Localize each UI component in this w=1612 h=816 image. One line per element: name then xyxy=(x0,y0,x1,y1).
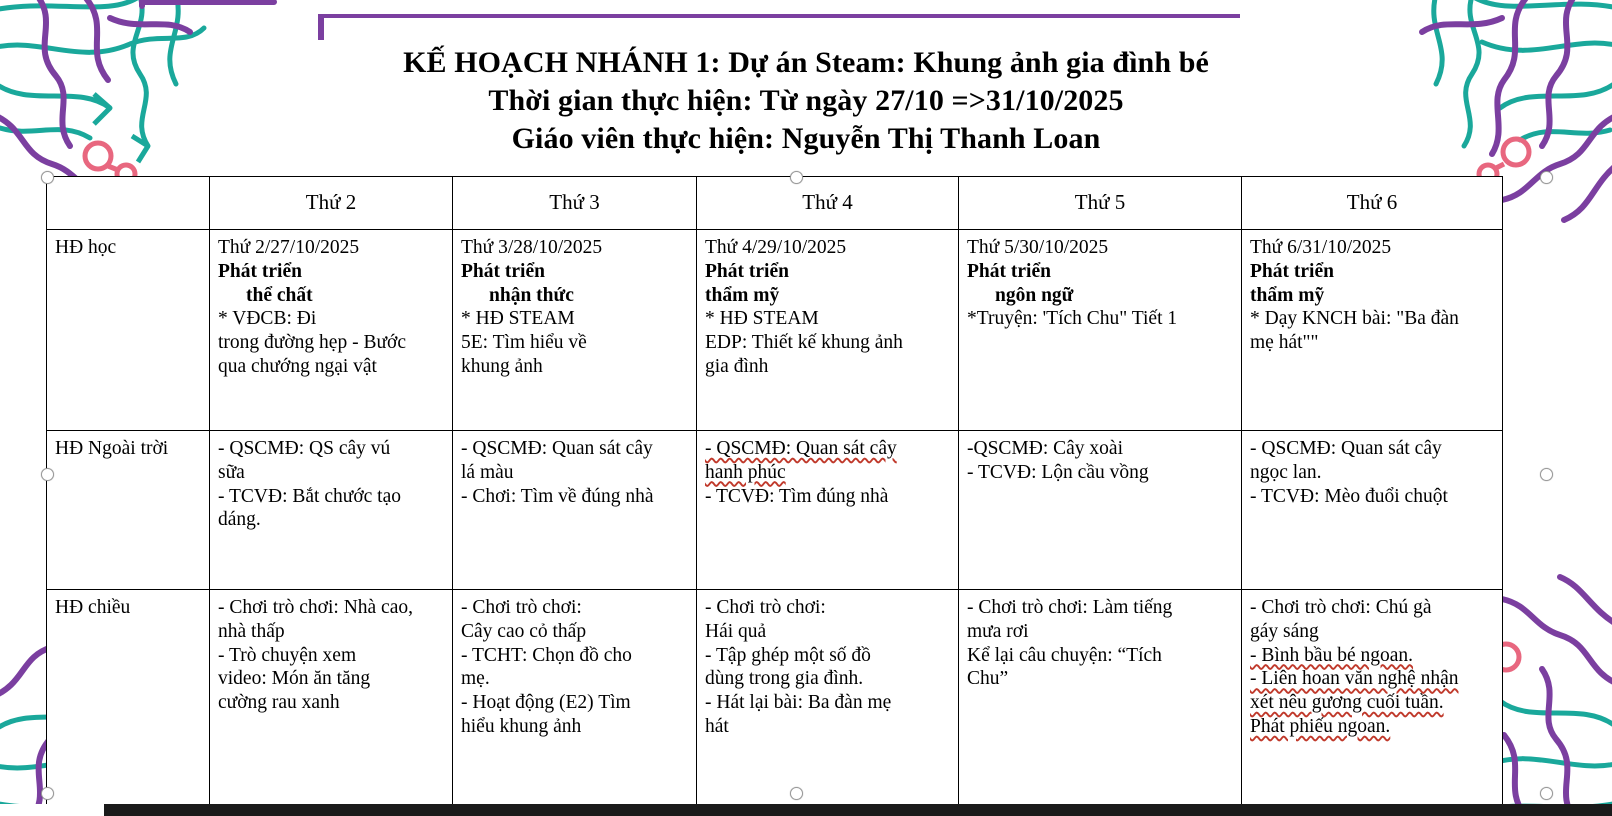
cell-ngoaitroi-mon[interactable] xyxy=(210,431,453,590)
cell-line: - Chơi trò chơi: Nhà cao, xyxy=(218,597,413,618)
cell-bold-1: Phát triển xyxy=(967,260,1051,282)
cell-line: dùng trong gia đình. xyxy=(705,668,864,690)
cell-line: * HĐ STEAM xyxy=(705,308,819,330)
cell-bold-1: Phát triển xyxy=(218,260,302,282)
title-line-2: Thời gian thực hiện: Từ ngày 27/10 =>31/10/2025 xyxy=(488,83,1124,117)
cell-ngoaitroi-wed[interactable] xyxy=(697,431,959,590)
selection-handle-top-right[interactable] xyxy=(1540,171,1553,184)
cell-ngoaitroi-tue[interactable] xyxy=(453,431,697,590)
cell-bold-2: thẩm mỹ xyxy=(1250,284,1325,306)
cell-ngoaitroi-fri[interactable] xyxy=(1242,431,1503,590)
header-cell-tue: Thứ 3 xyxy=(453,177,697,230)
cell-bold-2: nhận thức xyxy=(489,284,574,306)
cell-date: Thứ 3/28/10/2025 xyxy=(461,237,603,258)
cell-line: Cây cao cỏ thấp xyxy=(461,620,587,642)
cell-line: trong đường hẹp - Bước xyxy=(218,332,406,354)
cell-line: - Chơi trò chơi: Chú gà xyxy=(1250,597,1432,618)
cell-line: gia đình xyxy=(705,355,769,377)
cell-bold-2: thể chất xyxy=(246,284,313,306)
cell-line: sữa xyxy=(218,461,245,483)
cell-line: hiểu khung ảnh xyxy=(461,715,582,737)
weekly-plan-table-wrap[interactable] xyxy=(46,176,1502,816)
cell-bold-1: Phát triển xyxy=(461,260,545,282)
cell-line: - TCHT: Chọn đồ cho xyxy=(461,644,632,666)
header-cell-blank xyxy=(47,177,210,230)
cell-date: Thứ 6/31/10/2025 xyxy=(1250,237,1392,258)
header-cell-fri: Thứ 6 xyxy=(1242,177,1503,230)
header-cell-wed: Thứ 4 xyxy=(697,177,959,230)
header-cell-thu: Thứ 5 xyxy=(959,177,1242,230)
cell-line: - Hát lại bài: Ba đàn mẹ xyxy=(705,692,892,714)
cell-chieu-mon[interactable] xyxy=(210,590,453,816)
cell-line: dáng. xyxy=(218,509,261,531)
cell-line: 5E: Tìm hiểu về xyxy=(461,332,587,354)
cell-line: - Chơi trò chơi: Làm tiếng xyxy=(967,597,1173,618)
cell-line: - Hoạt động (E2) Tìm xyxy=(461,692,631,714)
cell-line: video: Món ăn tăng xyxy=(218,668,371,690)
cell-line: gáy sáng xyxy=(1250,620,1319,642)
cell-bold-2: ngôn ngữ xyxy=(995,284,1074,306)
selection-handle-bottom-left[interactable] xyxy=(41,787,54,800)
cell-line: - Bình bầu bé ngoan. xyxy=(1250,644,1414,666)
cell-hdhoc-mon[interactable] xyxy=(210,230,453,431)
cell-line: - QSCMĐ: Quan sát cây xyxy=(705,438,897,459)
cell-line: hát xyxy=(705,715,729,737)
bottom-strip xyxy=(0,804,1612,816)
taskbar-sliver xyxy=(104,804,1612,816)
selection-handle-bottom-center[interactable] xyxy=(790,787,803,800)
cell-date: Thứ 2/27/10/2025 xyxy=(218,237,360,258)
cell-line: - Trò chuyện xem xyxy=(218,644,357,666)
cell-line: qua chướng ngại vật xyxy=(218,355,377,377)
cell-hdhoc-wed[interactable] xyxy=(697,230,959,431)
cell-line: mẹ. xyxy=(461,668,490,690)
row-label-hd-chieu: HĐ chiều xyxy=(47,590,210,816)
cell-line: - Chơi trò chơi: xyxy=(461,597,582,618)
cell-chieu-fri[interactable] xyxy=(1242,590,1503,816)
cell-line: khung ảnh xyxy=(461,355,543,377)
cell-line: mưa rơi xyxy=(967,620,1029,642)
cell-line: Kể lại câu chuyện: “Tích xyxy=(967,644,1162,666)
cell-line: *Truyện: 'Tích Chu" Tiết 1 xyxy=(967,308,1178,330)
cell-line: hanh phúc xyxy=(705,461,786,483)
cell-line: Chu” xyxy=(967,668,1009,690)
cell-line: - Liên hoan văn nghệ nhận xyxy=(1250,668,1459,690)
selection-handle-middle-right[interactable] xyxy=(1540,468,1553,481)
cell-line: - TCVĐ: Bắt chước tạo xyxy=(218,485,401,507)
cell-line: - TCVĐ: Tìm đúng nhà xyxy=(705,485,889,507)
cell-chieu-thu[interactable] xyxy=(959,590,1242,816)
table-row xyxy=(47,230,1503,431)
selection-handle-middle-left[interactable] xyxy=(41,468,54,481)
cell-line: Phát phiếu ngoan. xyxy=(1250,715,1391,737)
selection-handle-top-center[interactable] xyxy=(790,171,803,184)
table-row xyxy=(47,590,1503,816)
selection-handle-top-left[interactable] xyxy=(41,171,54,184)
table-row xyxy=(47,431,1503,590)
top-divider-line xyxy=(320,14,1240,18)
cell-line: xét nêu gương cuối tuần. xyxy=(1250,692,1444,714)
cell-line: - QSCMĐ: Quan sát cây xyxy=(461,438,653,459)
cell-line: EDP: Thiết kế khung ảnh xyxy=(705,332,903,354)
page-title xyxy=(0,44,1612,157)
weekly-plan-table[interactable] xyxy=(46,176,1503,816)
cell-hdhoc-tue[interactable] xyxy=(453,230,697,431)
cell-line: * VĐCB: Đi xyxy=(218,308,317,330)
cell-line: nhà thấp xyxy=(218,620,285,642)
top-divider-corner xyxy=(318,14,324,40)
cell-date: Thứ 4/29/10/2025 xyxy=(705,237,847,258)
cell-line: ngọc lan. xyxy=(1250,461,1322,483)
cell-line: - TCVĐ: Lộn cầu vồng xyxy=(967,461,1149,483)
cell-bold-1: Phát triển xyxy=(705,260,789,282)
cell-line: cường rau xanh xyxy=(218,692,340,714)
cell-line: -QSCMĐ: Cây xoài xyxy=(967,438,1123,459)
selection-handle-bottom-right[interactable] xyxy=(1540,787,1553,800)
cell-hdhoc-fri[interactable] xyxy=(1242,230,1503,431)
cell-chieu-wed[interactable] xyxy=(697,590,959,816)
cell-ngoaitroi-thu[interactable] xyxy=(959,431,1242,590)
cell-line: - Chơi trò chơi: xyxy=(705,597,826,618)
cell-chieu-tue[interactable] xyxy=(453,590,697,816)
cell-line: mẹ hát"" xyxy=(1250,332,1319,354)
header-cell-mon: Thứ 2 xyxy=(210,177,453,230)
cell-line: - Tập ghép một số đồ xyxy=(705,644,871,666)
cell-hdhoc-thu[interactable] xyxy=(959,230,1242,431)
row-label-hd-ngoai-troi: HĐ Ngoài trời xyxy=(47,431,210,590)
cell-line: * Dạy KNCH bài: "Ba đàn xyxy=(1250,308,1459,330)
cell-line: - TCVĐ: Mèo đuổi chuột xyxy=(1250,485,1448,507)
row-label-hd-hoc: HĐ học xyxy=(47,230,210,431)
cell-bold-2: thẩm mỹ xyxy=(705,284,780,306)
cell-line: * HĐ STEAM xyxy=(461,308,575,330)
cell-bold-1: Phát triển xyxy=(1250,260,1334,282)
cell-line: - QSCMĐ: Quan sát cây xyxy=(1250,438,1442,459)
title-line-3: Giáo viên thực hiện: Nguyễn Thị Thanh Loan xyxy=(511,121,1101,155)
table-header-row xyxy=(47,177,1503,230)
title-line-1: KẾ HOẠCH NHÁNH 1: Dự án Steam: Khung ảnh gia đình bé xyxy=(403,46,1209,79)
cell-date: Thứ 5/30/10/2025 xyxy=(967,237,1109,258)
cell-line: - QSCMĐ: QS cây vú xyxy=(218,438,391,459)
cell-line: Hái quả xyxy=(705,620,767,642)
cell-line: - Chơi: Tìm về đúng nhà xyxy=(461,485,654,507)
cell-line: lá màu xyxy=(461,461,514,483)
